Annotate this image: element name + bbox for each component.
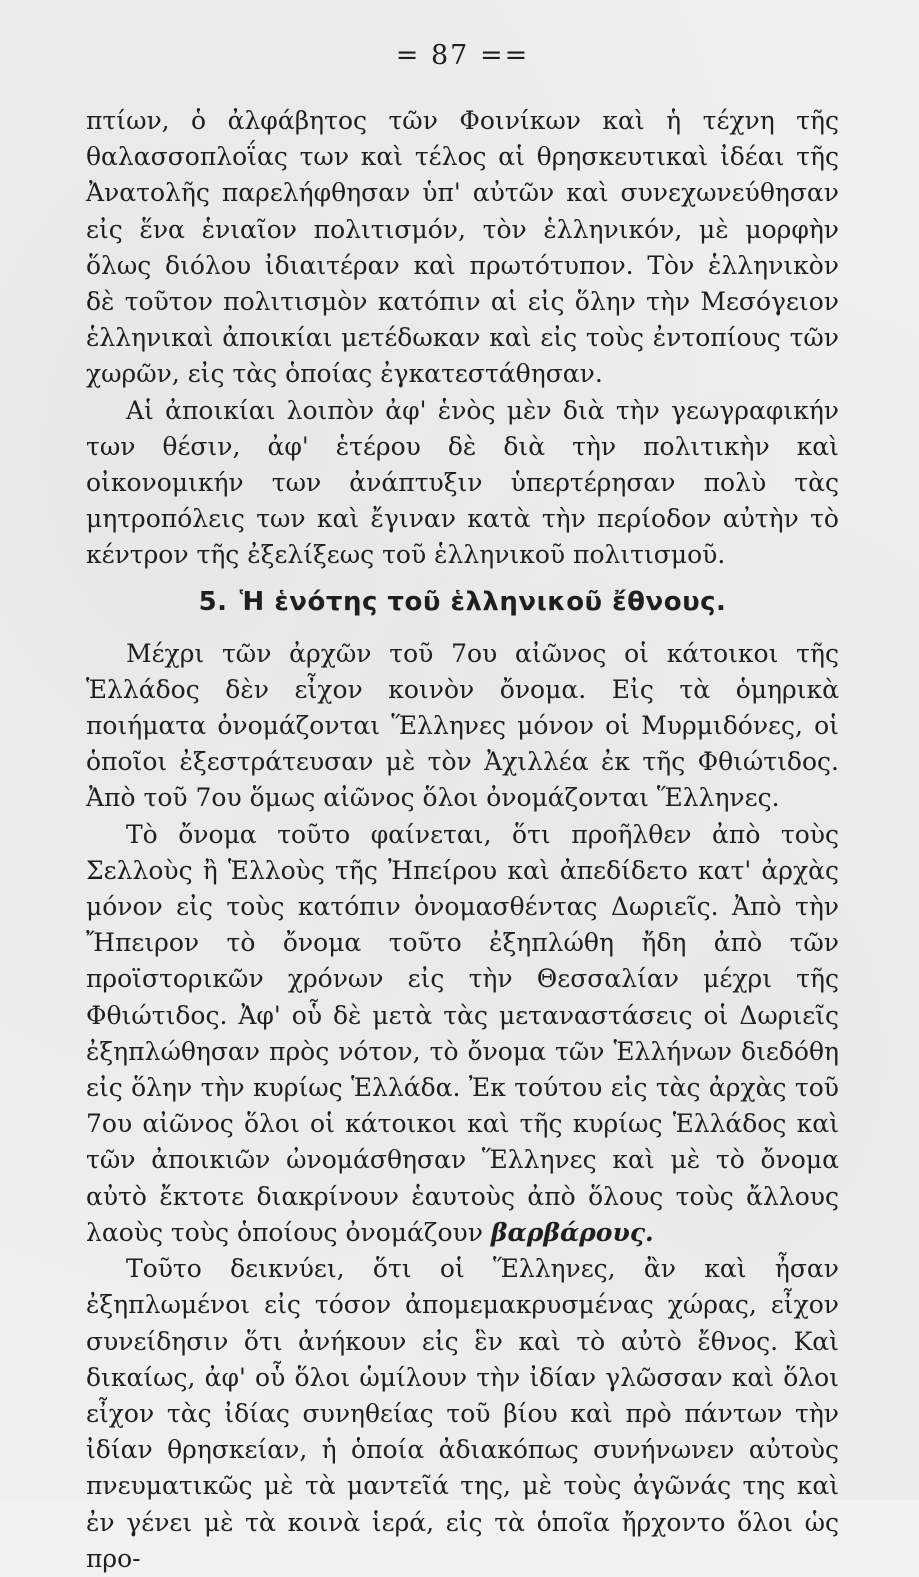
paragraph-colonies: Αἱ ἀποικίαι λοιπὸν ἀφ' ἑνὸς μὲν διὰ τὴν γεωγραφικήν των θέσιν, ἀφ' ἑτέρου δὲ διὰ τὴν πολιτικὴν καὶ οἰκονομικήν των ἀνάπτυξιν ὑπερτέρησαν πολὺ τὰς μητροπόλεις των καὶ ἔγιναν κατὰ τὴν περίοδον αὐτὴν τὸ κέντρον τῆς ἐξελίξεως τοῦ ἑλληνικοῦ πολιτισμοῦ. bbox=[86, 395, 839, 570]
paragraph-hellenes-text: Τὸ ὄνομα τοῦτο φαίνεται, ὅτι προῆλθεν ἀπὸ τοὺς Σελλοὺς ἢ Ἑλλοὺς τῆς Ἠπείρου καὶ ἀπεδίδετο κατ' ἀρχὰς μόνον εἰς τοὺς κατόπιν ὀνομασθέντας Δωριεῖς. Ἀπὸ τὴν Ἤπειρον τὸ ὄνομα τοῦτο ἐξηπλώθη ἤδη ἀπὸ τῶν προϊστορικῶν χρόνων εἰς τὴν Θεσσαλίαν μέχρι τῆς Φθιώτιδος. Ἀφ' οὗ δὲ μετὰ τὰς μεταναστάσεις οἱ Δωριεῖς ἐξηπλώθησαν πρὸς νότον, τὸ ὄνομα τῶν Ἑλλήνων διεδόθη εἰς ὅλην τὴν κυρίως Ἑλλάδα. Ἐκ τούτου εἰς τὰς ἀρχὰς τοῦ 7ου αἰῶνος ὅλοι οἱ κάτοικοι καὶ τῆς κυρίως Ἑλλάδος καὶ τῶν ἀποικιῶν ὠνομάσθησαν Ἕλληνες καὶ μὲ τὸ ὄνομα αὐτὸ ἔκτοτε διακρίνουν ἑαυτοὺς ἀπὸ ὅλους τοὺς ἄλλους λαοὺς τοὺς ὁποίους ὀνομάζουν bbox=[86, 819, 839, 1247]
paragraph-name-origin: Μέχρι τῶν ἀρχῶν τοῦ 7ου αἰῶνος οἱ κάτοικοι τῆς Ἑλλάδος δὲν εἶχον κοινὸν ὄνομα. Εἰς τὰ ὁμηρικὰ ποιήματα ὀνομάζονται Ἕλληνες μόνον οἱ Μυρμιδόνες, οἱ ὁποῖοι ἐξεστράτευσαν μὲ τὸν Ἀχιλλέα ἐκ τῆς Φθιώτιδος. Ἀπὸ τοῦ 7ου ὅμως αἰῶνος ὅλοι ὀνομάζονται Ἕλληνες. bbox=[86, 638, 839, 813]
paragraph-hellenes bbox=[86, 817, 839, 1251]
section-number: 5. bbox=[198, 586, 228, 617]
paragraph-nation-unity: Τοῦτο δεικνύει, ὅτι οἱ Ἕλληνες, ἂν καὶ ἦσαν ἐξηπλωμένοι εἰς τόσον ἀπομεμακρυσμένας χώρας, εἶχον συνείδησιν ὅτι ἀνήκουν εἰς ἓν καὶ τὸ αὐτὸ ἔθνος. Καὶ δικαίως, ἀφ' οὗ ὅλοι ὡμίλουν τὴν ἰδίαν γλῶσσαν καὶ ὅλοι εἶχον τὰς ἰδίας συνηθείας τοῦ βίου καὶ πρὸ πάντων τὴν ἰδίαν θρησκείαν, ἡ ὁποία ἀδιακόπως συνήνωνεν αὐτοὺς πνευματικῶς μὲ τὰ μαντεῖά της, μὲ τοὺς ἀγῶνάς της καὶ ἐν γένει μὲ τὰ κοινὰ ἱερά, εἰς τὰ ὁποῖα ἤρχοντο ὅλοι ὡς προ- bbox=[86, 1254, 839, 1573]
paragraph-continuation: πτίων, ὁ ἀλφάβητος τῶν Φοινίκων καὶ ἡ τέχνη τῆς θαλασσοπλοΐας των καὶ τέλος αἱ θρησκευτικαὶ ἰδέαι τῆς Ἀνατολῆς παρελήφθησαν ὑπ' αὐτῶν καὶ συνεχωνεύθησαν εἰς ἕνα ἑνιαῖον πολιτισμόν, τὸν ἑλληνικόν, μὲ μορφὴν ὅλως διόλου ἰδιαιτέραν καὶ πρωτότυπον. Τὸν ἑλληνικὸν δὲ τοῦτον πολιτισμὸν κατόπιν αἱ εἰς ὅλην τὴν Μεσόγειον ἑλληνικαὶ ἀποικίαι μετέδωκαν καὶ εἰς τοὺς ἐντοπίους τῶν χωρῶν, εἰς τὰς ὁποίας ἐγκατεστάθησαν. bbox=[86, 106, 839, 389]
section-title: Ἡ ἑνότης τοῦ ἑλληνικοῦ ἔθνους. bbox=[239, 586, 727, 617]
term-barbarians: βαρβάρους. bbox=[490, 1217, 654, 1247]
section-heading bbox=[86, 584, 839, 620]
page-number: = 87 == bbox=[395, 40, 530, 71]
